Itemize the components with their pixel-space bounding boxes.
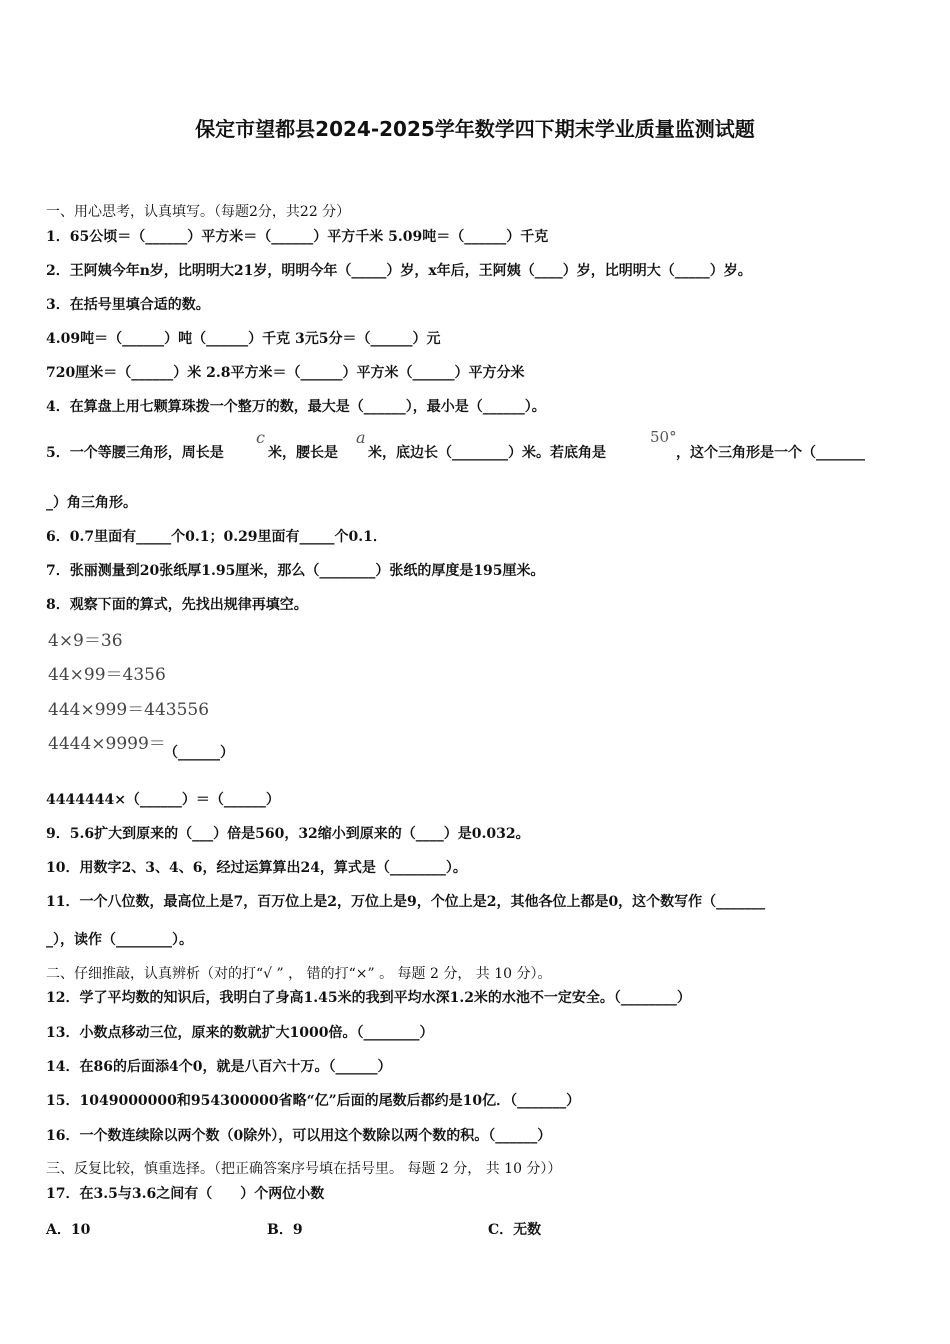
question-3: 3．在括号里填合适的数。 — [46, 297, 210, 313]
pattern-blank: （______） — [164, 745, 234, 761]
question-5-part4: ，这个三角形是一个（_______ — [676, 445, 865, 461]
section-1-heading: 一、用心思考，认真填写。（每题2分，共22 分） — [46, 204, 351, 220]
question-5-part2: 米，腰长是 — [268, 445, 338, 461]
question-11: 11．一个八位数，最高位上是7，百万位上是2，万位上是9，个位上是2，其他各位上都是0，这个数写作（_______ — [46, 894, 766, 910]
question-3-line-b: 720厘米＝（______）米 2.8平方米＝（______）平方米（______）平方分米 — [46, 365, 525, 381]
question-7: 7．张丽测量到20张纸厚1.95厘米，那么（________）张纸的厚度是195厘米。 — [46, 563, 545, 579]
question-2: 2．王阿姨今年n岁，比明明大21岁，明明今年（_____）岁，x年后，王阿姨（____）岁，比明明大（_____）岁。 — [46, 263, 752, 279]
question-5-continued: _）角三角形。 — [46, 495, 137, 511]
question-11-continued: _），读作（________）。 — [46, 932, 193, 948]
question-5-part1: 5．一个等腰三角形，周长是 — [46, 445, 224, 461]
question-4: 4．在算盘上用七颗算珠拨一个整万的数，最大是（______），最小是（______）。 — [46, 399, 546, 415]
question-13: 13．小数点移动三位，原来的数就扩大1000倍。（________） — [46, 1025, 434, 1041]
question-16: 16．一个数连续除以两个数（0除外），可以用这个数除以两个数的积。（______） — [46, 1128, 552, 1144]
pattern-line-2: 44×99＝4356 — [48, 665, 166, 685]
angle-50-degrees: 50° — [650, 428, 677, 446]
symbol-a: a — [356, 428, 366, 447]
pattern-line-4: 4444×9999＝ — [48, 734, 166, 754]
choice-b: B．9 — [267, 1222, 303, 1238]
symbol-c: c — [256, 428, 265, 447]
pattern-line-3: 444×999＝443556 — [48, 700, 210, 720]
question-17: 17．在3.5与3.6之间有（ ）个两位小数 — [46, 1186, 325, 1202]
question-3-line-a: 4.09吨＝（______）吨（______）千克 3元5分＝（______）元 — [46, 331, 441, 347]
choice-a: A．10 — [46, 1222, 91, 1238]
pattern-line-1: 4×9＝36 — [48, 631, 123, 651]
question-15: 15．1049000000和954300000省略“亿”后面的尾数后都约是10亿．（_______） — [46, 1093, 581, 1109]
question-8: 8．观察下面的算式，先找出规律再填空。 — [46, 597, 308, 613]
page-title: 保定市望都县2024-2025学年数学四下期末学业质量监测试题 — [195, 117, 755, 141]
section-3-heading: 三、反复比较，慎重选择。（把正确答案序号填在括号里。 每题 2 分， 共 10 分）） — [46, 1161, 562, 1177]
section-2-heading: 二、仔细推敲，认真辨析（对的打“√ ” ， 错的打“×” 。 每题 2 分， 共 10 分）。 — [46, 966, 552, 982]
question-14: 14．在86的后面添4个0，就是八百六十万。（______） — [46, 1059, 392, 1075]
question-1: 1．65公顷＝（______）平方米＝（______）平方千米 5.09吨＝（______）千克 — [46, 229, 549, 245]
question-10: 10．用数字2、3、4、6，经过运算算出24，算式是（________）。 — [46, 860, 467, 876]
question-5-part3: 米，底边长（________）米。若底角是 — [368, 445, 606, 461]
question-8-last: 4444444×（______）＝（______） — [46, 792, 280, 808]
question-6: 6．0.7里面有_____个0.1；0.29里面有_____个0.1． — [46, 529, 387, 545]
choice-c: C．无数 — [488, 1222, 542, 1238]
question-9: 9．5.6扩大到原来的（___）倍是560，32缩小到原来的（____）是0.032。 — [46, 826, 530, 842]
question-12: 12．学了平均数的知识后，我明白了身高1.45米的我到平均水深1.2米的水池不一定安全。（________） — [46, 990, 691, 1006]
